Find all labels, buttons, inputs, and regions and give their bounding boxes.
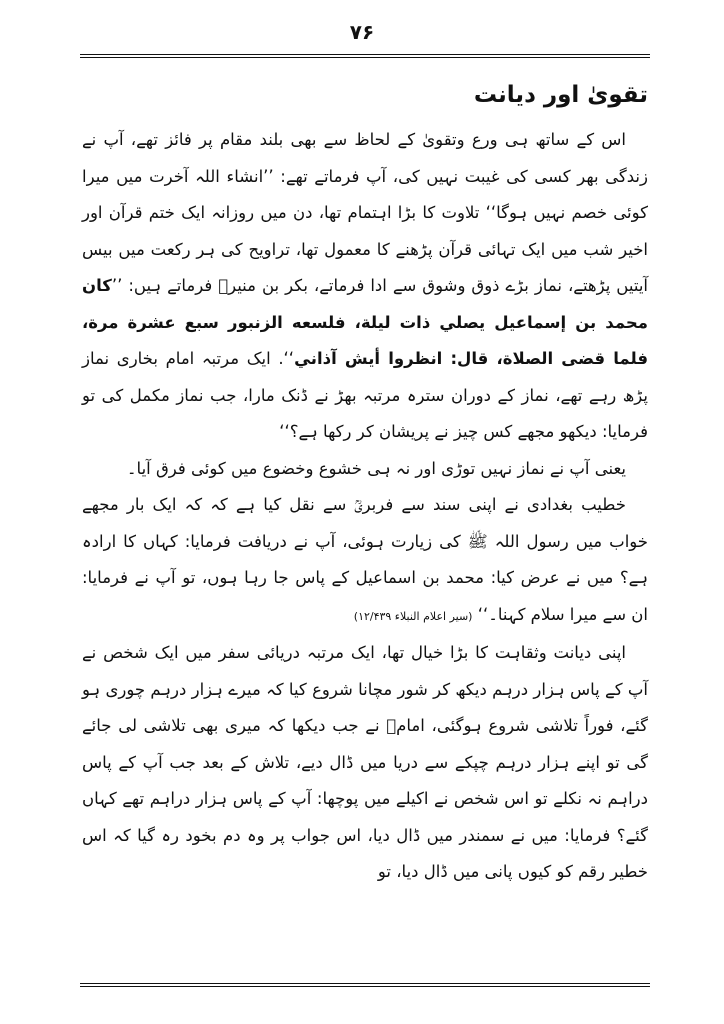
paragraph-dream bbox=[82, 487, 648, 635]
paragraph-text: اس کے ساتھ ہی ورع وتقویٰ کے لحاظ سے بھی بلند مقام پر فائز تھے، آپ نے زندگی بھر کسی کی غیبت نہیں کی، آپ فرماتے تھے: ’’انشاء اللہ آخرت میں میرا کوئی خصم نہیں ہوگا‘‘ تلاوت کا بڑا اہتمام تھا، دن میں روزانہ ایک ختم قرآن اور اخیر شب میں ایک تہائی قرآن پڑھنے کا معمول تھا، تراویح کی ہر رکعت میں بیس آیتیں پڑھتے، نماز بڑے ذوق وشوق سے ادا فرماتے، بکر بن منیرؒ فرماتے ہیں: ’’ bbox=[82, 130, 648, 295]
page-number: ۷۶ bbox=[349, 20, 375, 44]
paragraph-text: ‘‘. ایک مرتبہ امام بخاری نماز پڑھ رہے تھے، نماز کے دوران سترہ مرتبہ بھڑ نے ڈنک مارا، جب نماز مکمل کی تو فرمایا: دیکھو مجھے کس چیز نے پریشان کر رکھا ہے؟‘‘ bbox=[82, 349, 648, 441]
paragraph-piety bbox=[82, 122, 648, 451]
paragraph-text: خطیب بغدادی نے اپنی سند سے فربریؒ سے نقل کیا ہے کہ کہ ایک بار مجھے خواب میں رسول اللہ ﷺ کی زیارت ہوئی، آپ نے دریافت فرمایا: کہاں کا ارادہ ہے؟ میں نے عرض کیا: محمد بن اسماعیل کے پاس جا رہا ہوں، تو آپ نے فرمایا: ان سے میرا سلام کہنا۔‘‘ bbox=[82, 495, 648, 624]
paragraph-honesty: اپنی دیانت وثقاہت کا بڑا خیال تھا، ایک مرتبہ دریائی سفر میں ایک شخص نے آپ کے پاس ہزار درہم دیکھ کر شور مچانا شروع کیا کہ میرے ہزار درہم چوری ہو گئے، فوراً تلاشی شروع ہوگئی، امامؒ نے جب دیکھا کہ میری بھی تلاشی لی جائے گی تو اپنے ہزار درہم چپکے سے دریا میں ڈال دیے، تلاش کے بعد جب آپ کے پاس دراہم نہ نکلے تو اس شخص نے اکیلے میں پوچھا: آپ کے پاس ہزار دراہم تھے کہاں گئے؟ فرمایا: میں نے سمندر میں ڈال دیا، اس جواب پر وہ دم بخود رہ گیا کہ اس خطیر رقم کو کیوں پانی میں ڈال دیا، تو bbox=[82, 643, 648, 881]
citation-reference: (سیر اعلام النبلاء ۱۲/۴۳۹) bbox=[353, 609, 473, 623]
section-heading: تقویٰ اور دیانت bbox=[473, 82, 648, 108]
footer-rule bbox=[80, 983, 650, 987]
header-rule bbox=[80, 54, 650, 58]
paragraph-prayer-note: یعنی آپ نے نماز نہیں توڑی اور نہ ہی خشوع وخضوع میں کوئی فرق آیا۔ bbox=[126, 458, 626, 478]
arabic-quote: كان محمد بن إسماعيل يصلي ذات ليلة، فلسعه الزنبور سبع عشرة مرة، فلما قضى الصلاة، قال: انظروا أيش آذاني bbox=[82, 276, 649, 368]
page-content bbox=[82, 70, 648, 891]
